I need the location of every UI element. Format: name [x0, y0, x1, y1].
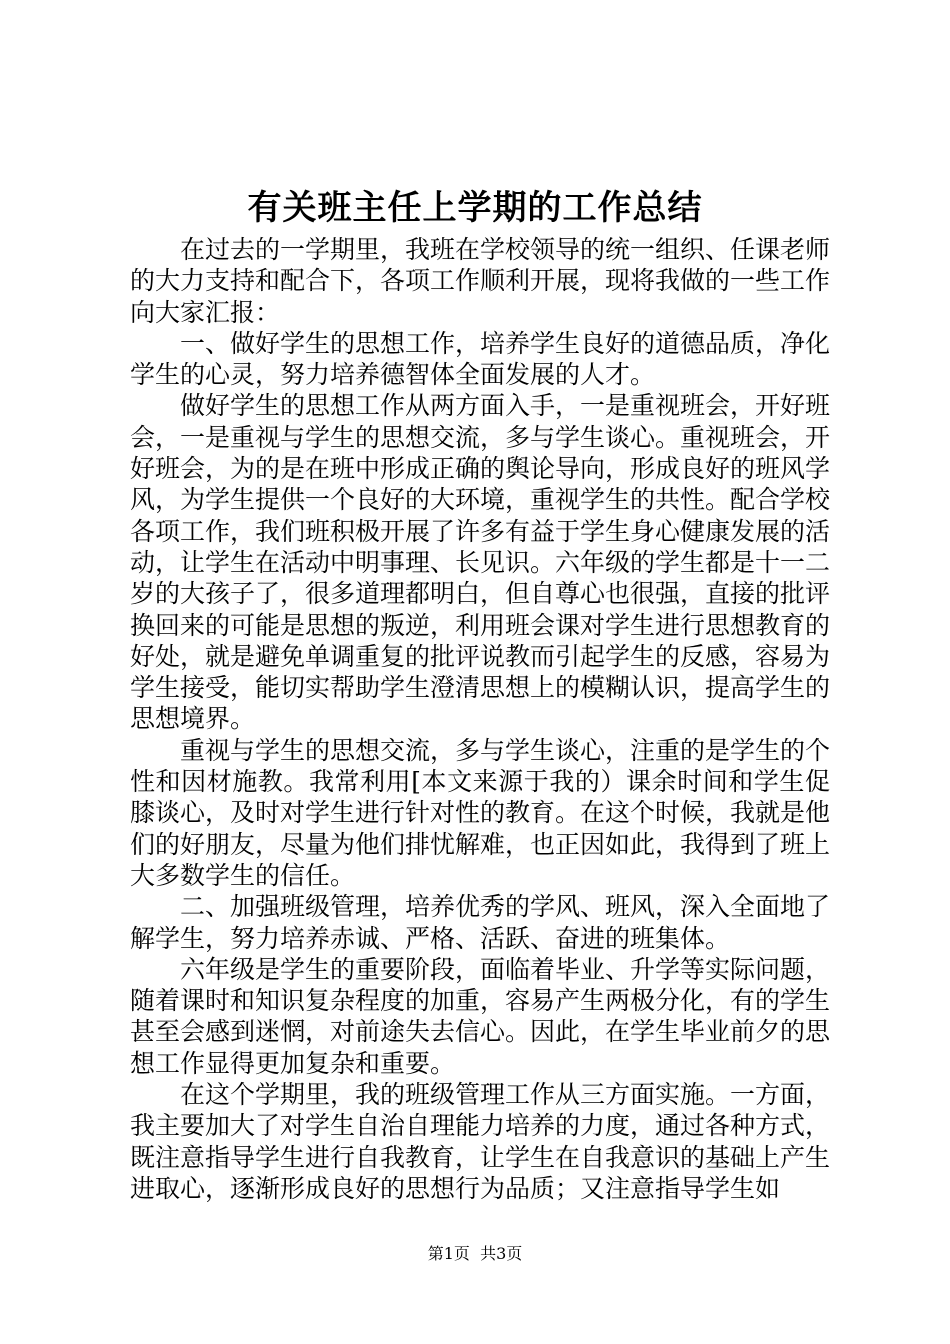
page-number-footer: 第1页 共3页	[427, 1244, 523, 1263]
document-body	[130, 234, 830, 1204]
paragraph-intro: 在过去的一学期里，我班在学校领导的统一组织、任课老师的大力支持和配合下，各项工作顺利开展，现将我做的一些工作向大家汇报：	[130, 235, 831, 327]
document-title: 有关班主任上学期的工作总结	[247, 188, 703, 228]
paragraph-section-2-heading: 二、加强班级管理，培养优秀的学风、班风，深入全面地了解学生，努力培养赤诚、严格、活跃、奋进的班集体。	[130, 892, 831, 953]
paragraph-section-1-heading: 一、做好学生的思想工作，培养学生良好的道德品质，净化学生的心灵，努力培养德智体全面发展的人才。	[130, 328, 831, 390]
paragraph-heart-talk: 重视与学生的思想交流，多与学生谈心，注重的是学生的个性和因材施教。我常利用[本文来源于我的）课余时间和学生促膝谈心，及时对学生进行针对性的教育。在这个时候，我就是他们的好朋友，尽量为他们排忧解难，也正因如此，我得到了班上大多数学生的信任。	[130, 735, 831, 890]
paragraph-management: 在这个学期里，我的班级管理工作从三方面实施。一方面，我主要加大了对学生自治自理能力培养的力度，通过各种方式，既注意指导学生进行自我教育，让学生在自我意识的基础上产生进取心，逐渐形成良好的思想行为品质；又注意指导学生如	[130, 1080, 831, 1203]
paragraph-class-meeting: 做好学生的思想工作从两方面入手，一是重视班会，开好班会，一是重视与学生的思想交流，多与学生谈心。重视班会，开好班会，为的是在班中形成正确的舆论导向，形成良好的班风学风，为学生提供一个良好的大环境，重视学生的共性。配合学校各项工作，我们班积极开展了许多有益于学生身心健康发展的活动，让学生在活动中明事理、长见识。六年级的学生都是十一二岁的大孩子了，很多道理都明白，但自尊心也很强，直接的批评换回来的可能是思想的叛逆，利用班会课对学生进行思想教育的好处，就是避免单调重复的批评说教而引起学生的反感，容易为学生接受，能切实帮助学生澄清思想上的模糊认识，提高学生的思想境界。	[130, 391, 831, 734]
paragraph-grade-six: 六年级是学生的重要阶段，面临着毕业、升学等实际问题，随着课时和知识复杂程度的加重，容易产生两极分化，有的学生甚至会感到迷惘，对前途失去信心。因此，在学生毕业前夕的思想工作显得更加复杂和重要。	[130, 954, 831, 1078]
